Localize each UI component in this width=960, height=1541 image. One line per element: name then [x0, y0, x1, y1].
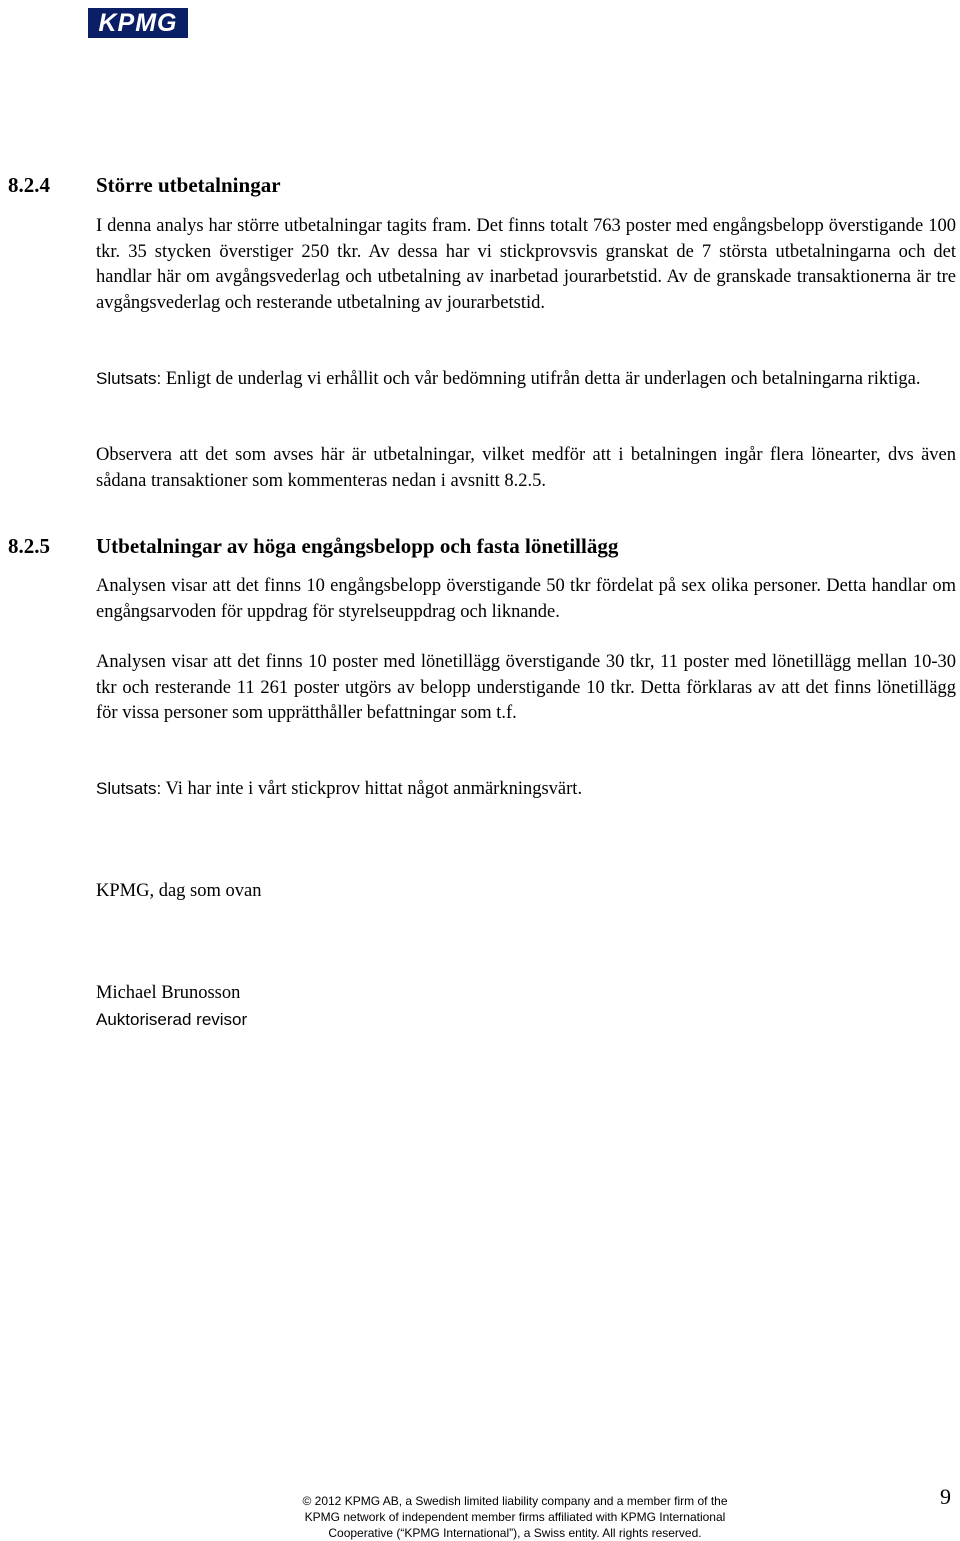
conclusion-text: Enligt de underlag vi erhållit och vår bedömning utifrån detta är underlagen och betalningarna riktiga. [161, 369, 921, 389]
section-824-number: 8.2.4 [8, 173, 50, 197]
page-number: 9 [940, 1484, 951, 1509]
section-825-paragraph-2: Analysen visar att det finns 10 poster med lönetillägg överstigande 30 tkr, 11 poster med lönetillägg mellan 10-30 tkr och resterande 11 261 poster utgörs av belopp understigande 10 tkr. Detta förklaras av att det finns lönetillägg för vissa personer som upprätthåller befattningar som t.f. [96, 652, 956, 723]
conclusion-label: Slutsats: [96, 369, 162, 388]
section-824-conclusion [96, 366, 956, 393]
section-824-paragraph: I denna analys har större utbetalningar tagits fram. Det finns totalt 763 poster med engångsbelopp överstigande 100 tkr. 35 stycken överstiger 250 tkr. Av dessa har vi stickprovsvis granskat de 7 största utbetalningarna och det handlar här om avgångsvederlag och utbetalning av inarbetad jourarbetstid. Av de granskade transaktionerna är tre avgångsvederlag och resterande utbetalning av jourarbetstid. [96, 216, 956, 313]
footer-line-1: © 2012 KPMG AB, a Swedish limited liability company and a member firm of the [302, 1494, 728, 1508]
section-825-title: Utbetalningar av höga engångsbelopp och fasta lönetillägg [96, 534, 619, 558]
signature-role: Auktoriserad revisor [96, 1010, 248, 1029]
footer-line-3: Cooperative (“KPMG International”), a Swiss entity. All rights reserved. [328, 1526, 702, 1540]
section-825-number: 8.2.5 [8, 534, 50, 558]
signature-closing: KPMG, dag som ovan [96, 881, 262, 901]
footer-line-2: KPMG network of independent member firms affiliated with KPMG International [304, 1510, 726, 1524]
section-824-title: Större utbetalningar [96, 173, 281, 197]
signature-name: Michael Brunosson [96, 983, 241, 1003]
section-824-note: Observera att det som avses här är utbetalningar, vilket medför att i betalningen ingår flera lönearter, dvs även sådana transaktioner som kommenteras nedan i avsnitt 8.2.5. [96, 445, 956, 491]
conclusion-text: Vi har inte i vårt stickprov hittat något anmärkningsvärt. [161, 779, 583, 799]
section-825-paragraph-1: Analysen visar att det finns 10 engångsbelopp överstigande 50 tkr fördelat på sex olika personer. Detta handlar om engångsarvoden för uppdrag för styrelseuppdrag och liknande. [96, 576, 956, 622]
kpmg-logo: KPMG [88, 8, 188, 38]
section-825-conclusion [96, 776, 582, 803]
conclusion-label: Slutsats: [96, 779, 162, 798]
copyright-footer [250, 1493, 780, 1541]
